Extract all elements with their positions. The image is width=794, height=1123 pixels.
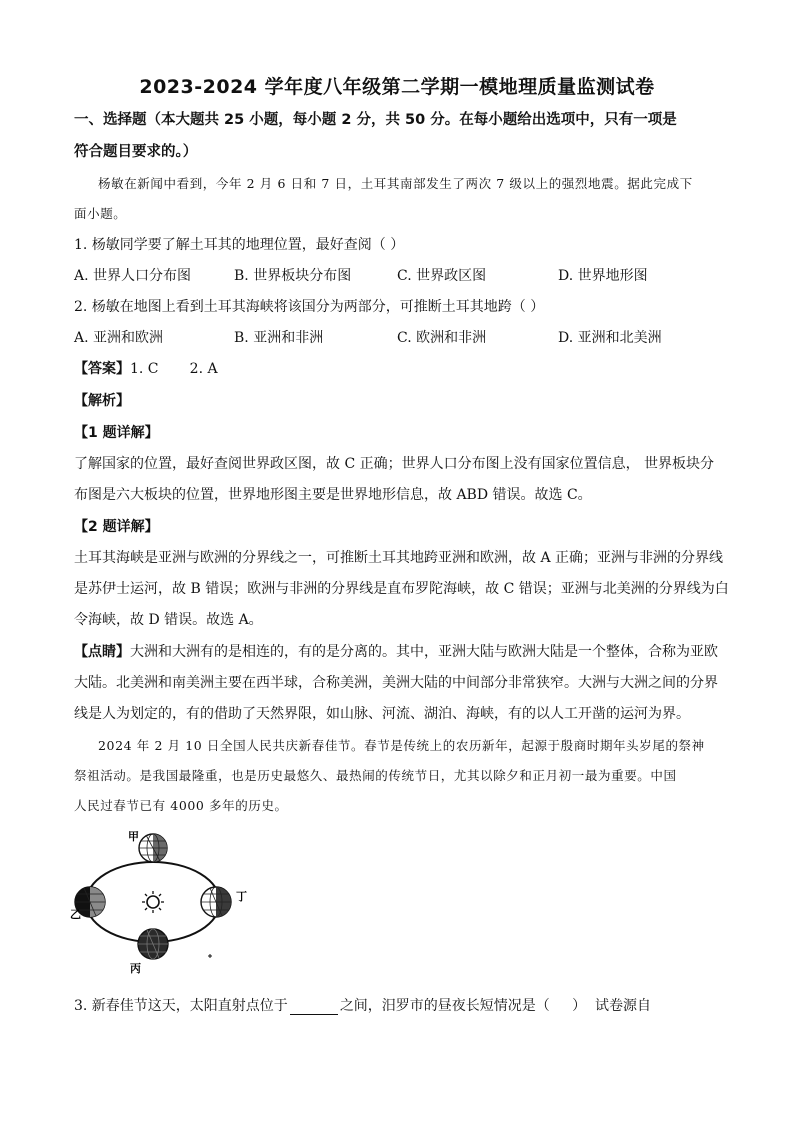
tip-line-3: 线是人为划定的，有的借助了天然界限，如山脉、河流、湖泊、海峡，有的以人工开凿的运河为界。 [74, 706, 690, 722]
tip-text-1: 大洲和大洲有的是相连的，有的是分离的。其中，亚洲大陆与欧洲大陆是一个整体，合称为亚欧 [130, 644, 718, 660]
detail-1-tag: 【1 题详解】 [74, 425, 159, 441]
question-1-option-c: C. 世界政区图 [397, 268, 487, 284]
question-3-stem-before: 3. 新春佳节这天，太阳直射点位于 [74, 998, 288, 1014]
question-2-option-a: A. 亚洲和欧洲 [74, 330, 164, 346]
question-2-option-d: D. 亚洲和北美洲 [558, 330, 662, 346]
page-title: 2023-2024 学年度八年级第二学期一模地理质量监测试卷 [139, 76, 655, 98]
detail-2-tag: 【2 题详解】 [74, 519, 159, 535]
detail-1-line-2: 布图是六大板块的位置，世界地形图主要是世界地形信息，故 ABD 错误。故选 C。 [74, 487, 592, 503]
answer-line [74, 358, 218, 378]
question-2-option-c: C. 欧洲和非洲 [397, 330, 487, 346]
analysis-line [74, 390, 130, 410]
passage-1-line-2: 面小题。 [74, 206, 127, 221]
label-ding: 丁 [236, 890, 247, 903]
detail-2-heading [74, 516, 159, 536]
detail-1-line-1: 了解国家的位置，最好查阅世界政区图，故 C 正确；世界人口分布图上没有国家位置信息， 世界板块分 [74, 456, 715, 472]
tip-line-2: 大陆。北美洲和南美洲主要在西半球，合称美洲，美洲大陆的中间部分非常狭窄。大洲与大洲之间的分界 [74, 675, 718, 691]
passage-2-line-1: 2024 年 2 月 10 日全国人民共庆新春佳节。春节是传统上的农历新年，起源于殷商时期年头岁尾的祭神 [98, 738, 705, 753]
earth-revolution-diagram [70, 828, 250, 976]
question-2-option-b: B. 亚洲和非洲 [234, 330, 324, 346]
question-1-option-d: D. 世界地形图 [558, 268, 648, 284]
answer-text: 1. C 2. A [130, 361, 218, 377]
label-yi: 乙 [70, 908, 81, 921]
earth-ding-icon [201, 887, 231, 917]
passage-2-line-3: 人民过春节已有 4000 多年的历史。 [74, 798, 288, 813]
section-heading-line-1: 一、选择题（本大题共 25 小题，每小题 2 分，共 50 分。在每小题给出选项中，只有一项是 [74, 112, 677, 128]
tip-tag: 【点睛】 [74, 644, 130, 660]
passage-2-line-2: 祭祖活动。是我国最隆重，也是历史最悠久、最热闹的传统节日，尤其以除夕和正月初一最为重要。中国 [74, 768, 677, 783]
question-1-option-a: A. 世界人口分布图 [74, 268, 192, 284]
detail-2-line-1: 土耳其海峡是亚洲与欧洲的分界线之一，可推断土耳其地跨亚洲和欧洲，故 A 正确；亚洲与非洲的分界线 [74, 550, 724, 566]
earth-bing-icon [138, 929, 168, 959]
analysis-tag: 【解析】 [74, 393, 130, 409]
question-1-stem: 1. 杨敏同学要了解土耳其的地理位置，最好查阅（ ） [74, 237, 405, 253]
detail-1-heading [74, 422, 159, 442]
question-3-stem [74, 995, 651, 1015]
detail-2-line-2: 是苏伊士运河，故 B 错误；欧洲与非洲的分界线是直布罗陀海峡，故 C 错误；亚洲与北美洲的分界线为白 [74, 581, 729, 597]
passage-1-line-1: 杨敏在新闻中看到，今年 2 月 6 日和 7 日，土耳其南部发生了两次 7 级以上的强烈地震。据此完成下 [98, 176, 693, 191]
tip-line-1 [74, 641, 718, 661]
answer-tag: 【答案】 [74, 361, 130, 377]
earth-jia-icon [139, 834, 167, 862]
sun-icon [142, 891, 164, 913]
question-2-stem: 2. 杨敏在地图上看到土耳其海峡将该国分为两部分，可推断土耳其地跨（ ） [74, 299, 545, 315]
label-jia: 甲 [128, 830, 139, 843]
question-3-blank [290, 1000, 338, 1015]
section-heading-line-2: 符合题目要求的。） [74, 144, 198, 160]
detail-2-line-3: 令海峡，故 D 错误。故选 A。 [74, 612, 263, 628]
question-3-stem-after: 之间，汨罗市的昼夜长短情况是（ ） 试卷源自 [339, 998, 651, 1014]
label-bing: 丙 [130, 962, 141, 975]
question-1-option-b: B. 世界板块分布图 [234, 268, 352, 284]
rays-icon [208, 954, 212, 958]
